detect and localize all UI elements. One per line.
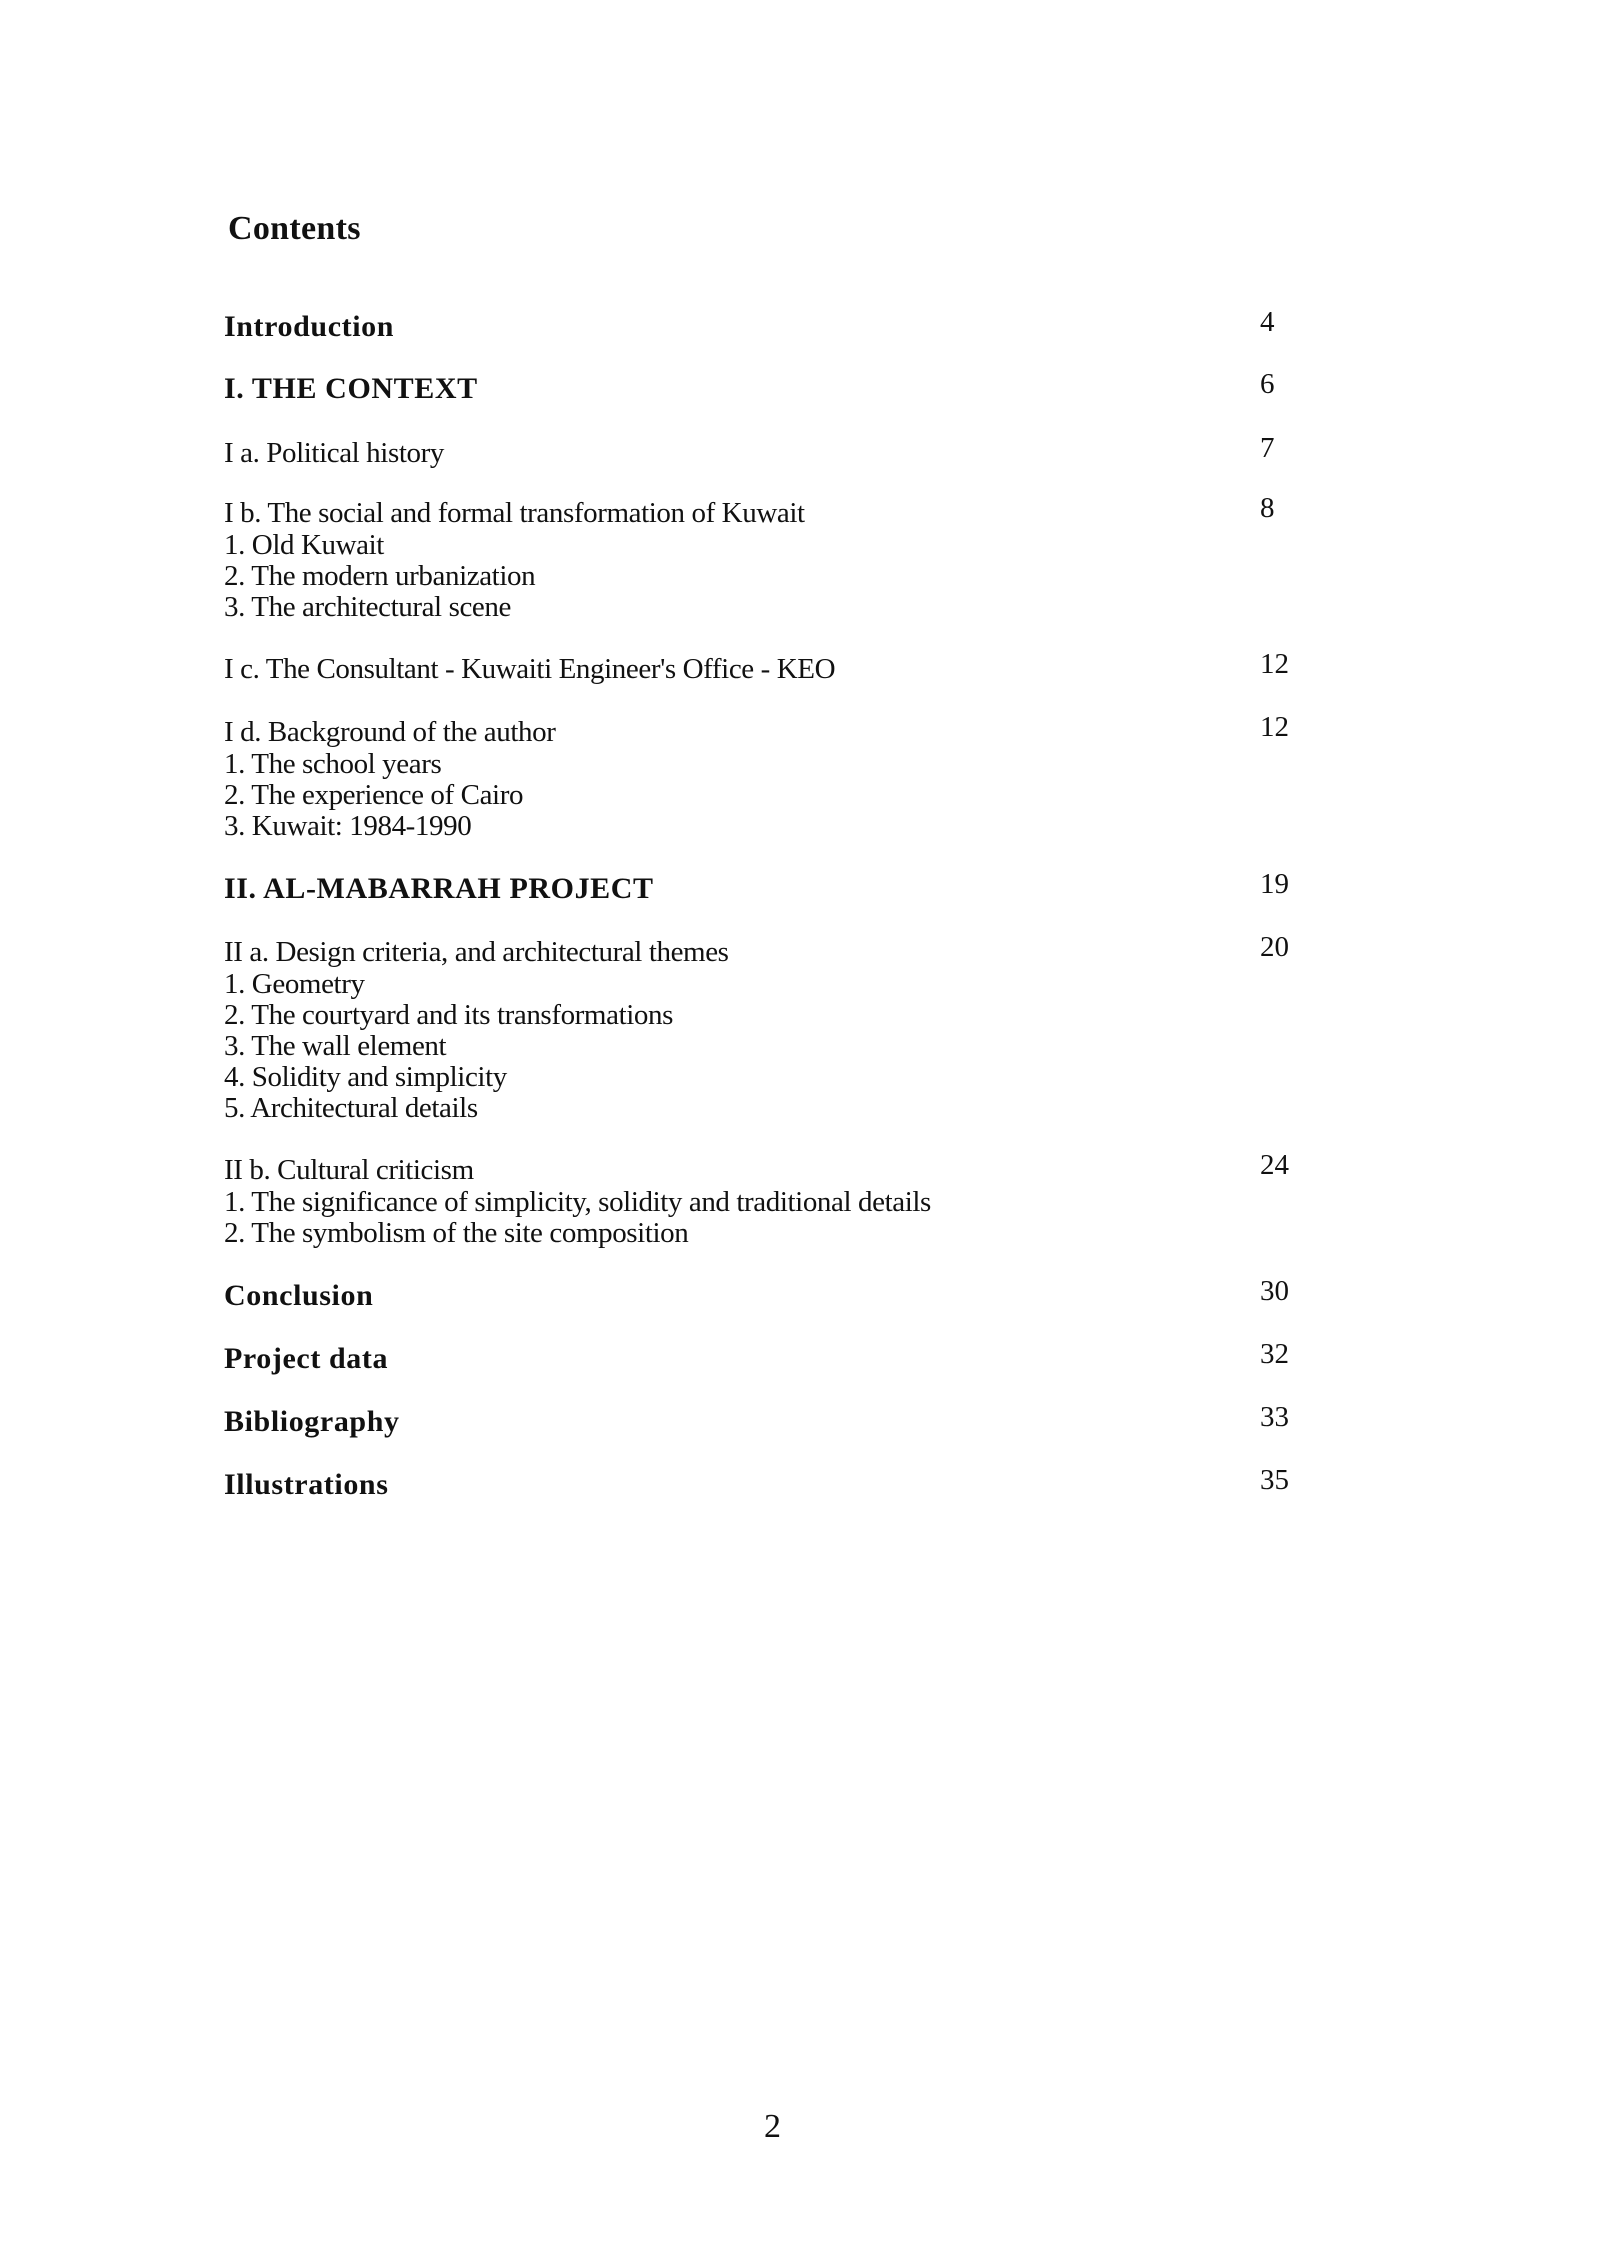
toc-entry-title: I. THE CONTEXT xyxy=(224,372,478,405)
toc-entry-al-mabarrah-project xyxy=(224,868,1304,906)
toc-entry-title: Bibliography xyxy=(224,1405,400,1438)
toc-subitem: 5. Architectural details xyxy=(224,1092,478,1124)
contents-heading: Contents xyxy=(228,210,361,247)
toc-subitem: 4. Solidity and simplicity xyxy=(224,1061,507,1093)
toc-entry-page: 32 xyxy=(1260,1338,1289,1370)
toc-subitem: 3. Kuwait: 1984-1990 xyxy=(224,810,472,842)
toc-entry-page: 12 xyxy=(1260,711,1289,743)
toc-entry-page: 7 xyxy=(1260,432,1275,464)
toc-subitem: 2. The courtyard and its transformations xyxy=(224,999,673,1031)
toc-entry-title: Conclusion xyxy=(224,1279,374,1312)
toc-subitem: 3. The architectural scene xyxy=(224,591,511,623)
toc-entry-page: 20 xyxy=(1260,931,1289,963)
toc-subitem-list xyxy=(224,1187,1304,1249)
toc-entry-conclusion xyxy=(224,1275,1304,1313)
toc-subitem: 1. The significance of simplicity, solidity and traditional details xyxy=(224,1186,931,1218)
toc-subitem-list xyxy=(224,969,1304,1124)
toc-entry-title: II. AL-MABARRAH PROJECT xyxy=(224,872,654,905)
toc-entry-cultural-criticism xyxy=(224,1149,1304,1249)
toc-entry-title: II b. Cultural criticism xyxy=(224,1154,474,1186)
toc-subitem: 3. The wall element xyxy=(224,1030,447,1062)
toc-entry-title: I c. The Consultant - Kuwaiti Engineer's Office - KEO xyxy=(224,653,836,685)
toc-entry-page: 8 xyxy=(1260,492,1275,524)
toc-entry-title: Project data xyxy=(224,1342,389,1375)
toc-subitem: 1. The school years xyxy=(224,748,442,780)
toc-entry-page: 24 xyxy=(1260,1149,1289,1181)
toc-subitem: 1. Old Kuwait xyxy=(224,529,384,561)
toc-entry-introduction xyxy=(224,306,1304,344)
toc-entry-design-criteria xyxy=(224,931,1304,1124)
toc-subitem: 2. The experience of Cairo xyxy=(224,779,524,811)
toc-subitem-list xyxy=(224,749,1304,842)
toc-entry-title: I a. Political history xyxy=(224,437,444,469)
toc-entry-page: 6 xyxy=(1260,368,1275,400)
toc-entry-page: 19 xyxy=(1260,868,1289,900)
toc-entry-page: 33 xyxy=(1260,1401,1289,1433)
toc-subitem: 2. The symbolism of the site composition xyxy=(224,1217,689,1249)
toc-entry-title: I d. Background of the author xyxy=(224,716,556,748)
page-number: 2 xyxy=(764,2108,781,2145)
toc-entry-title: Introduction xyxy=(224,310,395,343)
toc-entry-political-history xyxy=(224,432,1304,470)
toc-entry-title: II a. Design criteria, and architectural themes xyxy=(224,936,729,968)
toc-entry-title: I b. The social and formal transformation of Kuwait xyxy=(224,497,805,529)
toc-entry-consultant xyxy=(224,648,1304,686)
toc-subitem: 2. The modern urbanization xyxy=(224,560,536,592)
toc-entry-the-context xyxy=(224,368,1304,406)
toc-entry-bibliography xyxy=(224,1401,1304,1439)
toc-entry-title: Illustrations xyxy=(224,1468,389,1501)
toc-subitem-list xyxy=(224,530,1304,623)
toc-entry-background-author xyxy=(224,711,1304,842)
toc-entry-page: 30 xyxy=(1260,1275,1289,1307)
toc-entry-page: 35 xyxy=(1260,1464,1289,1496)
toc-entry-project-data xyxy=(224,1338,1304,1376)
toc-entry-page: 4 xyxy=(1260,306,1275,338)
toc-entry-page: 12 xyxy=(1260,648,1289,680)
toc-entry-social-transformation xyxy=(224,492,1304,623)
toc-entry-illustrations xyxy=(224,1464,1304,1502)
toc-subitem: 1. Geometry xyxy=(224,968,365,1000)
